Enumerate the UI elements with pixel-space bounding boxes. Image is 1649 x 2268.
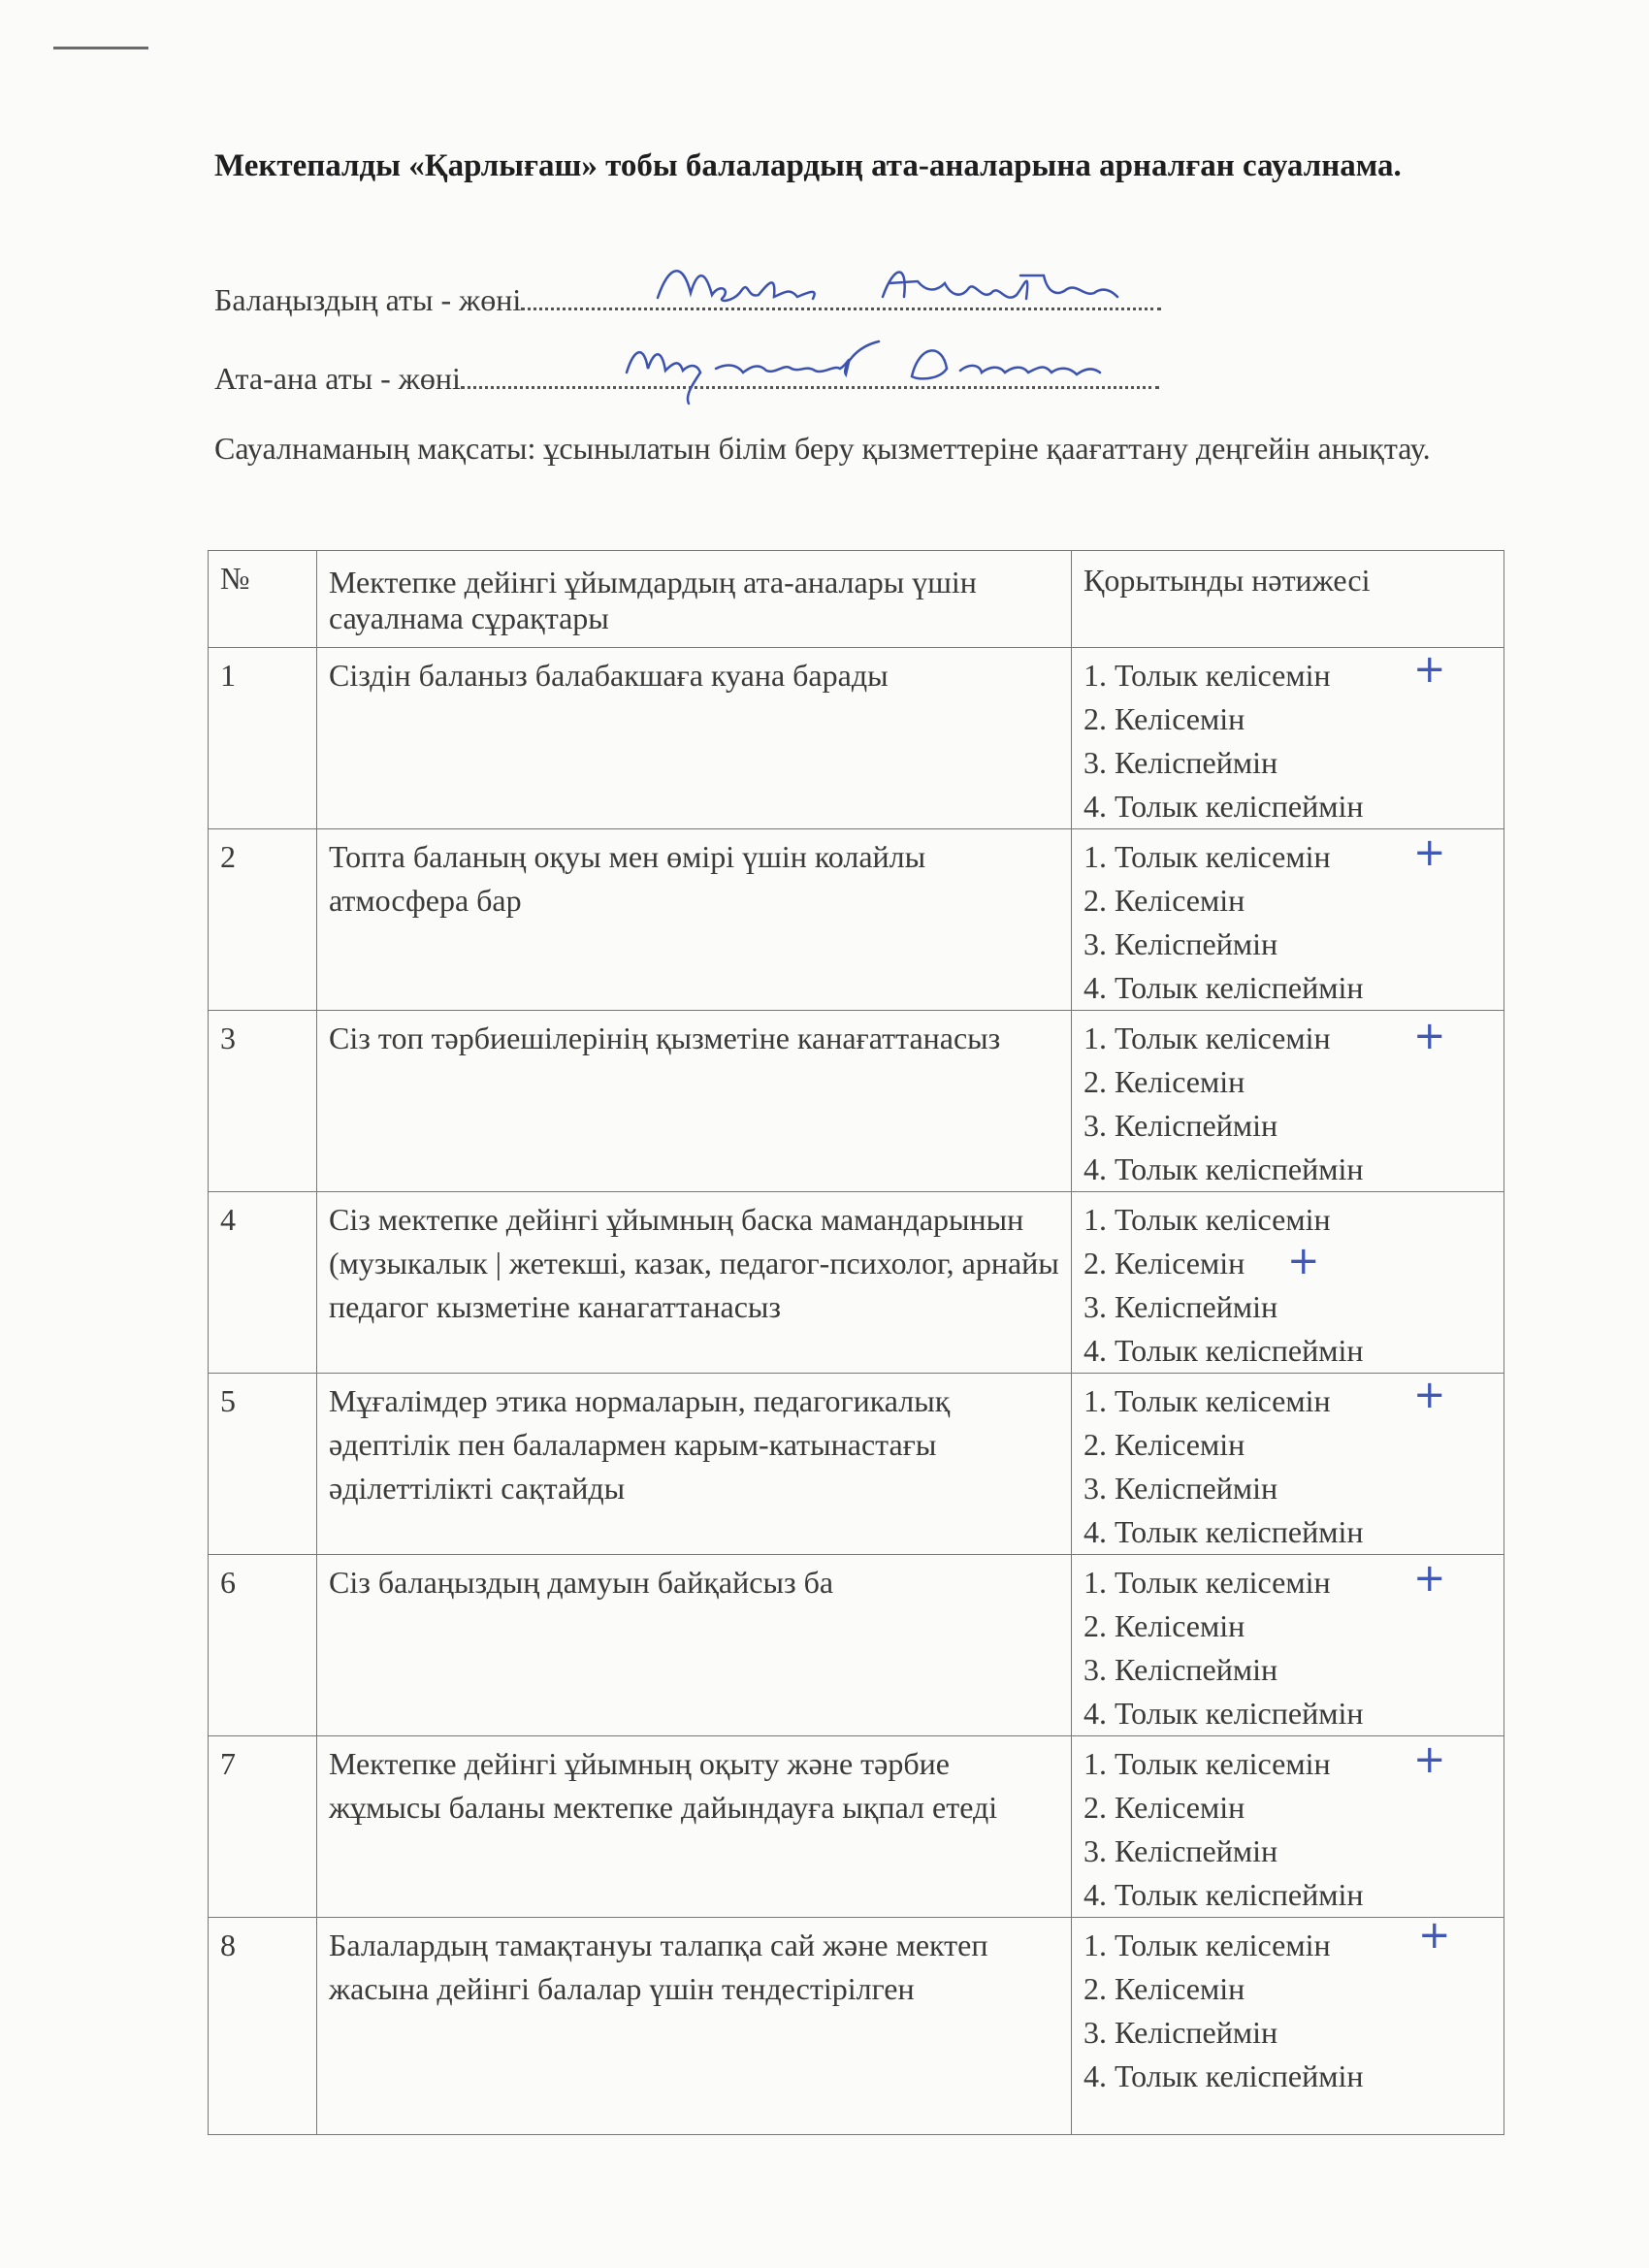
row-question: Сіз топ тәрбиешілерінің қызметіне канағаттанасыз [317,1011,1072,1192]
row-number: 2 [209,829,317,1011]
selected-plus-mark: + [1413,830,1446,875]
row-number: 1 [209,648,317,829]
row-question: Сіз балаңыздың дамуын байқайсыз ба [317,1555,1072,1736]
answer-option[interactable]: 4. Толык келіспеймін [1083,1151,1364,1186]
answer-option[interactable]: 4. Толык келіспеймін [1083,1514,1364,1549]
answer-option[interactable]: 1. Толык келісемін + [1083,1373,1446,1418]
selected-plus-mark: + [1418,1913,1451,1958]
row-number: 4 [209,1192,317,1374]
row-answer-options [1072,1011,1504,1192]
table-header-row [209,551,1504,648]
header-question: Мектепке дейінгі ұйымдардың ата-аналары үшін сауалнама сұрақтары [317,551,1072,648]
answer-option[interactable]: 2. Келісемін + [1083,1239,1320,1283]
row-question: Сіз мектепке дейінгі ұйымның баска мамандарынын (музыкалык | жетекші, казак, педагог-психолог, арнайы педагог кызметіне канагаттанасыз [317,1192,1072,1374]
selected-plus-mark: + [1287,1239,1320,1283]
answer-option[interactable]: 3. Келіспеймін [1083,1108,1278,1143]
row-answer-options [1072,1736,1504,1918]
table-row [209,1374,1504,1555]
child-name-handwriting [640,254,1242,322]
survey-purpose: Сауалнаманың мақсаты: ұсынылатын білім беру қызметтеріне қаағаттану деңгейін анықтау. [214,431,1431,466]
table-row [209,1555,1504,1736]
table-row [209,1011,1504,1192]
answer-option[interactable]: 4. Толык келіспеймін [1083,789,1364,824]
row-number: 8 [209,1918,317,2135]
header-number: № [209,551,317,648]
row-answer-options [1072,829,1504,1011]
answer-option[interactable]: 3. Келіспеймін [1083,2015,1278,2050]
answer-option[interactable]: 4. Толык келіспеймін [1083,2058,1364,2093]
answer-option[interactable]: 1. Толык келісемін + [1083,1556,1446,1601]
answer-option[interactable]: 3. Келіспеймін [1083,1289,1278,1324]
row-question: Мұғалімдер этика нормаларын, педагогикалық әдептілік пен балалармен карым-катынастағы әділеттілікті сақтайды [317,1374,1072,1555]
selected-plus-mark: + [1413,1014,1446,1058]
row-answer-options [1072,1192,1504,1374]
answer-option[interactable]: 2. Келісемін [1083,1790,1245,1825]
answer-option[interactable]: 4. Толык келіспеймін [1083,1877,1364,1912]
answer-option[interactable]: 4. Толык келіспеймін [1083,970,1364,1005]
row-answer-options [1072,648,1504,829]
answer-option[interactable]: 2. Келісемін [1083,701,1245,736]
selected-plus-mark: + [1413,647,1446,692]
row-question: Балалардың тамақтануы талапқа сай және мектеп жасына дейінгі балалар үшін тендестірілген [317,1918,1072,2135]
scan-edge-mark [53,47,148,49]
selected-plus-mark: + [1413,1373,1446,1417]
table-row [209,1192,1504,1374]
row-answer-options [1072,1913,1504,2135]
row-question: Мектепке дейінгі ұйымның оқыту және тәрбие жұмысы баланы мектепке дайындауға ықпал етеді [317,1736,1072,1918]
child-name-label: Балаңыздың аты - жөні [214,282,522,317]
parent-name-handwriting [592,330,1251,407]
row-question: Сіздін баланыз балабакшаға куана барады [317,648,1072,829]
answer-option[interactable]: 3. Келіспеймін [1083,1833,1278,1868]
selected-plus-mark: + [1413,1556,1446,1601]
row-question: Топта баланың оқуы мен өмірі үшін колайлы атмосфера бар [317,829,1072,1011]
table-row [209,1918,1504,2135]
answer-option[interactable]: 1. Толык келісемін + [1083,1737,1446,1782]
row-answer-options [1072,1374,1504,1555]
answer-option[interactable]: 1. Толык келісемін + [1083,1014,1446,1058]
table-row [209,648,1504,829]
row-number: 5 [209,1374,317,1555]
survey-table [208,550,1504,2135]
answer-option[interactable]: 4. Толык келіспеймін [1083,1696,1364,1731]
selected-plus-mark: + [1413,1737,1446,1782]
answer-option[interactable]: 3. Келіспеймін [1083,745,1278,780]
answer-option[interactable]: 3. Келіспеймін [1083,926,1278,961]
row-number: 6 [209,1555,317,1736]
header-result: Қорытынды нәтижесі [1072,551,1504,648]
answer-option[interactable]: 3. Келіспеймін [1083,1471,1278,1506]
answer-option[interactable]: 2. Келісемін [1083,1608,1245,1643]
answer-option[interactable]: 2. Келісемін [1083,1971,1245,2006]
answer-option[interactable]: 2. Келісемін [1083,883,1245,918]
page-title: Мектепалды «Қарлығаш» тобы балалардың ата-аналарына арналған сауалнама. [214,148,1402,183]
answer-option[interactable]: 4. Толык келіспеймін [1083,1333,1364,1368]
answer-option[interactable]: 2. Келісемін [1083,1427,1245,1462]
answer-option[interactable]: 1. Толык келісемін + [1083,647,1446,693]
table-row [209,1736,1504,1918]
row-number: 3 [209,1011,317,1192]
parent-name-label: Ата-ана аты - жөні [214,361,461,396]
answer-option[interactable]: 3. Келіспеймін [1083,1652,1278,1687]
row-number: 7 [209,1736,317,1918]
answer-option[interactable]: 1. Толык келісемін + [1083,830,1446,875]
answer-option[interactable]: 2. Келісемін [1083,1064,1245,1099]
answer-option[interactable]: 1. Толык келісемін + [1083,1913,1451,1962]
row-answer-options [1072,1555,1504,1736]
table-row [209,829,1504,1011]
answer-option[interactable]: 1. Толык келісемін [1083,1202,1331,1237]
